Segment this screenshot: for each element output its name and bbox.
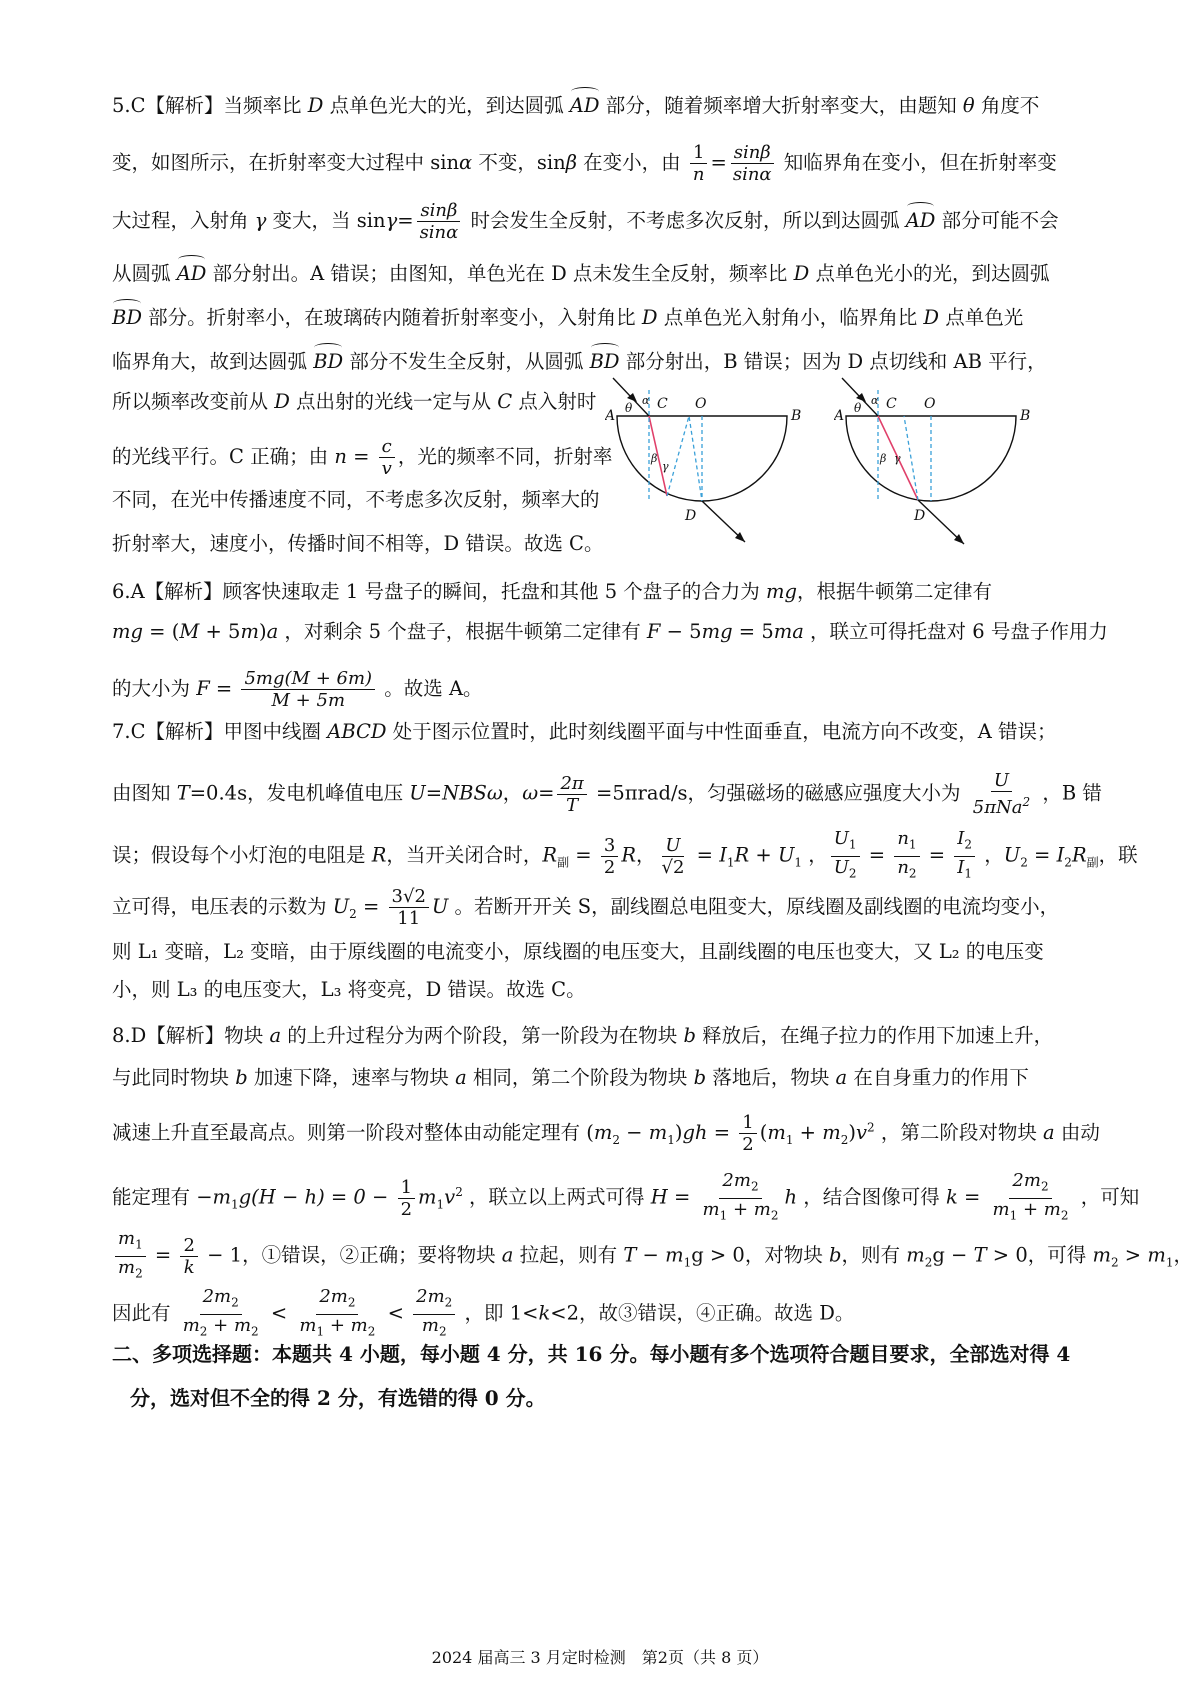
q5-line-5: BD 部分。折射率小，在玻璃砖内随着折射率变小，入射角比 D 点单色光入射角小，临界角比 D 点单色光 [112, 298, 1104, 332]
q8-line-1: 8.D【解析】物块 a 的上升过程分为两个阶段，第一阶段为在物块 b 释放后，在绳子拉力的作用下加速上升， [112, 1024, 1054, 1047]
label-d: D [685, 508, 697, 524]
label-c: C [886, 396, 897, 412]
label-d: D [914, 508, 926, 524]
q7-line-3: 误；假设每个小灯泡的电阻是 R，当开关闭合时，$R_副$ = $\frac{3}{2}$ R， $\frac{U}{√2}$ = $I_1R + U_1$ ， $\frac{U_1}{U_2}$ = $\frac{n_1}{n_2}$ = $\frac{I_2}{I_1}$ ，$U_2 = I_2R_副$，联 [112, 828, 1138, 881]
q8-line-6: 因此有 $\frac{2m_2}{m_2 + m_2}$ < $\frac{2m_2}{m_1 + m_2}$ < $\frac{2m_2}{m_2}$ ，即 1<k<2，故③错误，④正确。故选 D。 [112, 1286, 855, 1339]
label-theta: θ [625, 401, 633, 415]
label-b: B [791, 408, 802, 424]
q6-line-2: mg = (M + 5m)a ，对剩余 5 个盘子，根据牛顿第二定律有 F − 5mg = 5ma ，联立可得托盘对 6 号盘子作用力 [112, 620, 1108, 643]
q8-line-5: $\frac{m_1}{m_2}$ = $\frac{2}{k}$ − 1，①错误，②正确；要将物块 a 拉起，则有 $T - m_1g > 0$，对物块 b，则有 $m_2g - T > 0$，可得 $m_2 > m_1$， [112, 1228, 1104, 1284]
label-o: O [695, 396, 707, 412]
page-footer: 2024 届高三 3 月定时检测 第2页（共 8 页） [431, 1648, 769, 1667]
q5-line-6: 临界角大，故到达圆弧 BD 部分不发生全反射，从圆弧 BD 部分射出，B 错误；因为 D 点切线和 AB 平行， [112, 342, 1104, 376]
q8-line-2: 与此同时物块 b 加速下降，速率与物块 a 相同，第二个阶段为物块 b 落地后，物块 a 在自身重力的作用下 [112, 1066, 1029, 1089]
label-o: O [924, 396, 936, 412]
label-a: A [605, 408, 616, 424]
q5-line-4: 从圆弧 AD 部分射出。A 错误；由图知，单色光在 D 点未发生全反射，频率比 D 点单色光小的光，到达圆弧 [112, 254, 1104, 288]
q7-line-5: 则 L₁ 变暗，L₂ 变暗，由于原线圈的电流变小，原线圈的电压变大，且副线圈的电压也变大，又 L₂ 的电压变 [112, 940, 1044, 963]
label-gamma: γ [894, 452, 901, 465]
q5-line-3: 大过程，入射角 γ 变大，当 sinγ= $\frac{\sin\beta}{\sin\alpha}$ 时会发生全反射，不考虑多次反射，所以到达圆弧 AD 部分可能不会 [112, 200, 1059, 243]
q7-line-6: 小，则 L₃ 的电压变大，L₃ 将变亮，D 错误。故选 C。 [112, 978, 586, 1001]
q6-line-3: 的大小为 F = $\frac{5mg(M + 6m)}{M + 5m}$ 。故选 A。 [112, 668, 483, 711]
q6-line-1: 6.A【解析】顾客快速取走 1 号盘子的瞬间，托盘和其他 5 个盘子的合力为 mg，根据牛顿第二定律有 [112, 580, 992, 603]
label-alpha: α [642, 394, 650, 407]
q5-line-8: 的光线平行。C 正确；由 n = $\frac{c}{v}$ ，光的频率不同，折射率 [112, 436, 613, 479]
q8-line-3: 减速上升直至最高点。则第一阶段对整体由动能定理有 $(m_2 - m_1)gh$ = $\frac{1}{2}$ $(m_1 + m_2)v^2$ ，第二阶段对物块 a 由动 [112, 1112, 1100, 1155]
label-c: C [657, 396, 668, 412]
q7-line-2: 由图知 T=0.4s，发电机峰值电压 U=NBSω，ω= $\frac{2\pi}{T}$ =5πrad/s，匀强磁场的磁感应强度大小为 $\frac{U}{5\pi Na^2}$ ，B 错 [112, 770, 1102, 818]
refraction-diagram-left [605, 372, 825, 557]
q5-line-10: 折射率大，速度小，传播时间不相等，D 错误。故选 C。 [112, 532, 604, 555]
q7-line-1: 7.C【解析】甲图中线圈 ABCD 处于图示位置时，此时刻线圈平面与中性面垂直，电流方向不改变，A 错误； [112, 720, 1057, 743]
section-heading-line-2: 分，选对但不全的得 2 分，有选错的得 0 分。 [130, 1386, 546, 1410]
reflected-paths [667, 416, 702, 501]
q5-line-9: 不同，在光中传播速度不同，不考虑多次反射，频率大的 [112, 488, 600, 511]
label-theta: θ [854, 401, 862, 415]
label-a: A [834, 408, 845, 424]
section-heading-line-1: 二、多项选择题：本题共 4 小题，每小题 4 分，共 16 分。每小题有多个选项符合题目要求，全部选对得 4 [112, 1342, 1071, 1366]
label-beta: β [651, 452, 658, 465]
label-beta: β [880, 452, 887, 465]
label-alpha: α [871, 394, 879, 407]
q7-line-4: 立可得，电压表的示数为 $U_2$ = $\frac{3√2}{11}$ U 。若断开开关 S，副线圈总电阻变大，原线圈及副线圈的电流均变小， [112, 886, 1060, 929]
q8-line-4: 能定理有 $-m_1g(H - h) = 0$ − $\frac{1}{2}$ $m_1v^2$ ，联立以上两式可得 H = $\frac{2m_2}{m_1 + m_2}$ h ，结合图像可得 k = $\frac{2m_2}{m_1 + m_2}$ ，可知 [112, 1170, 1140, 1223]
reflected-path [904, 416, 918, 500]
refraction-diagram-right [834, 372, 1054, 557]
q5-line-7: 所以频率改变前从 D 点出射的光线一定与从 C 点入射时 [112, 390, 597, 413]
q5-line-1: 5.C【解析】当频率比 D 点单色光大的光，到达圆弧 AD 部分，随着频率增大折射率变大，由题知 θ 角度不 [112, 86, 1104, 120]
label-gamma: γ [662, 460, 669, 473]
label-b: B [1020, 408, 1031, 424]
q5-line-2: 变，如图所示，在折射率变大过程中 sinα 不变，sinβ 在变小，由 $\frac{1}{n}$ = $\frac{\sin\beta}{\sin\alpha}$ 知临界角在变小，但在折射率变 [112, 142, 1057, 185]
